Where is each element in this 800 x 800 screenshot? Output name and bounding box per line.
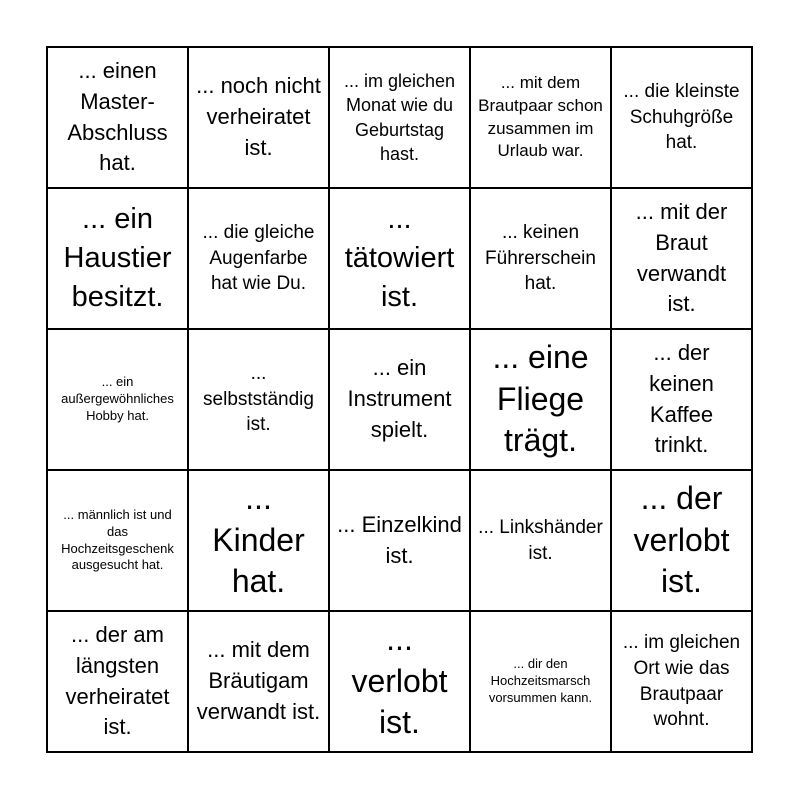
bingo-cell-r2c3[interactable]: [330, 189, 471, 330]
bingo-cell-text: ... männlich ist und das Hochzeitsgeschenk ausgesucht hat.: [61, 506, 174, 573]
bingo-cell-r4c5[interactable]: [612, 471, 753, 612]
bingo-cell-r1c1[interactable]: [48, 48, 189, 189]
bingo-cell-text: ... tätowiert ist.: [344, 202, 455, 314]
bingo-cell-r3c4[interactable]: [471, 330, 612, 471]
bingo-cell-r5c2[interactable]: [189, 612, 330, 753]
bingo-cell-r1c3[interactable]: [330, 48, 471, 189]
bingo-cell-text: ... ein Haustier besitzt.: [63, 202, 172, 314]
bingo-cell-text: ... noch nicht verheiratet ist.: [196, 73, 321, 160]
bingo-cell-text: ... der verlobt ist.: [633, 480, 730, 600]
bingo-cell-r3c2[interactable]: [189, 330, 330, 471]
bingo-cell-r4c3[interactable]: [330, 471, 471, 612]
bingo-cell-text: ... der keinen Kaffee trinkt.: [649, 339, 714, 458]
bingo-cell-text: ... keinen Führerschein hat.: [485, 222, 596, 295]
bingo-cell-text: ... die gleiche Augenfarbe hat wie Du.: [202, 222, 315, 295]
bingo-cell-text: ... die kleinste Schuhgröße hat.: [623, 81, 740, 154]
bingo-cell-r1c2[interactable]: [189, 48, 330, 189]
bingo-cell-r4c4[interactable]: [471, 471, 612, 612]
bingo-cell-r4c2[interactable]: [189, 471, 330, 612]
bingo-card-grid: [46, 46, 753, 753]
bingo-cell-text: ... mit der Braut verwandt ist.: [635, 198, 728, 317]
bingo-cell-text: ... mit dem Brautpaar schon zusammen im Urlaub war.: [478, 72, 603, 161]
bingo-cell-r5c4[interactable]: [471, 612, 612, 753]
bingo-cell-r2c4[interactable]: [471, 189, 612, 330]
bingo-cell-text: ... im gleichen Ort wie das Brautpaar wohnt.: [622, 632, 741, 731]
bingo-cell-text: ... einen Master-Abschluss hat.: [67, 57, 168, 176]
bingo-cell-r5c5[interactable]: [612, 612, 753, 753]
bingo-cell-r3c3[interactable]: [330, 330, 471, 471]
bingo-cell-r5c3[interactable]: [330, 612, 471, 753]
bingo-cell-r4c1[interactable]: [48, 471, 189, 612]
bingo-cell-text: ... der am längsten verheiratet ist.: [65, 621, 170, 740]
bingo-cell-r2c1[interactable]: [48, 189, 189, 330]
bingo-cell-r2c2[interactable]: [189, 189, 330, 330]
bingo-cell-text: ... ein außergewöhnliches Hobby hat.: [61, 374, 174, 423]
bingo-cell-r3c5[interactable]: [612, 330, 753, 471]
bingo-cell-text: ... Einzelkind ist.: [337, 511, 462, 568]
bingo-cell-r3c1[interactable]: [48, 330, 189, 471]
bingo-cell-text: ... eine Fliege trägt.: [492, 339, 589, 459]
bingo-cell-text: ... verlobt ist.: [351, 621, 448, 741]
bingo-cell-text: ... selbstständig ist.: [203, 363, 314, 436]
bingo-cell-text: ... ein Instrument spielt.: [347, 355, 452, 442]
bingo-cell-r2c5[interactable]: [612, 189, 753, 330]
bingo-cell-r5c1[interactable]: [48, 612, 189, 753]
bingo-cell-text: ... mit dem Bräutigam verwandt ist.: [196, 637, 321, 724]
bingo-cell-text: ... im gleichen Monat wie du Geburtstag hast.: [343, 70, 456, 164]
bingo-cell-r1c4[interactable]: [471, 48, 612, 189]
bingo-cell-r1c5[interactable]: [612, 48, 753, 189]
bingo-cell-text: ... Kinder hat.: [212, 480, 305, 600]
bingo-cell-text: ... dir den Hochzeitsmarsch vorsummen kann.: [488, 656, 593, 705]
bingo-cell-text: ... Linkshänder ist.: [478, 516, 603, 564]
